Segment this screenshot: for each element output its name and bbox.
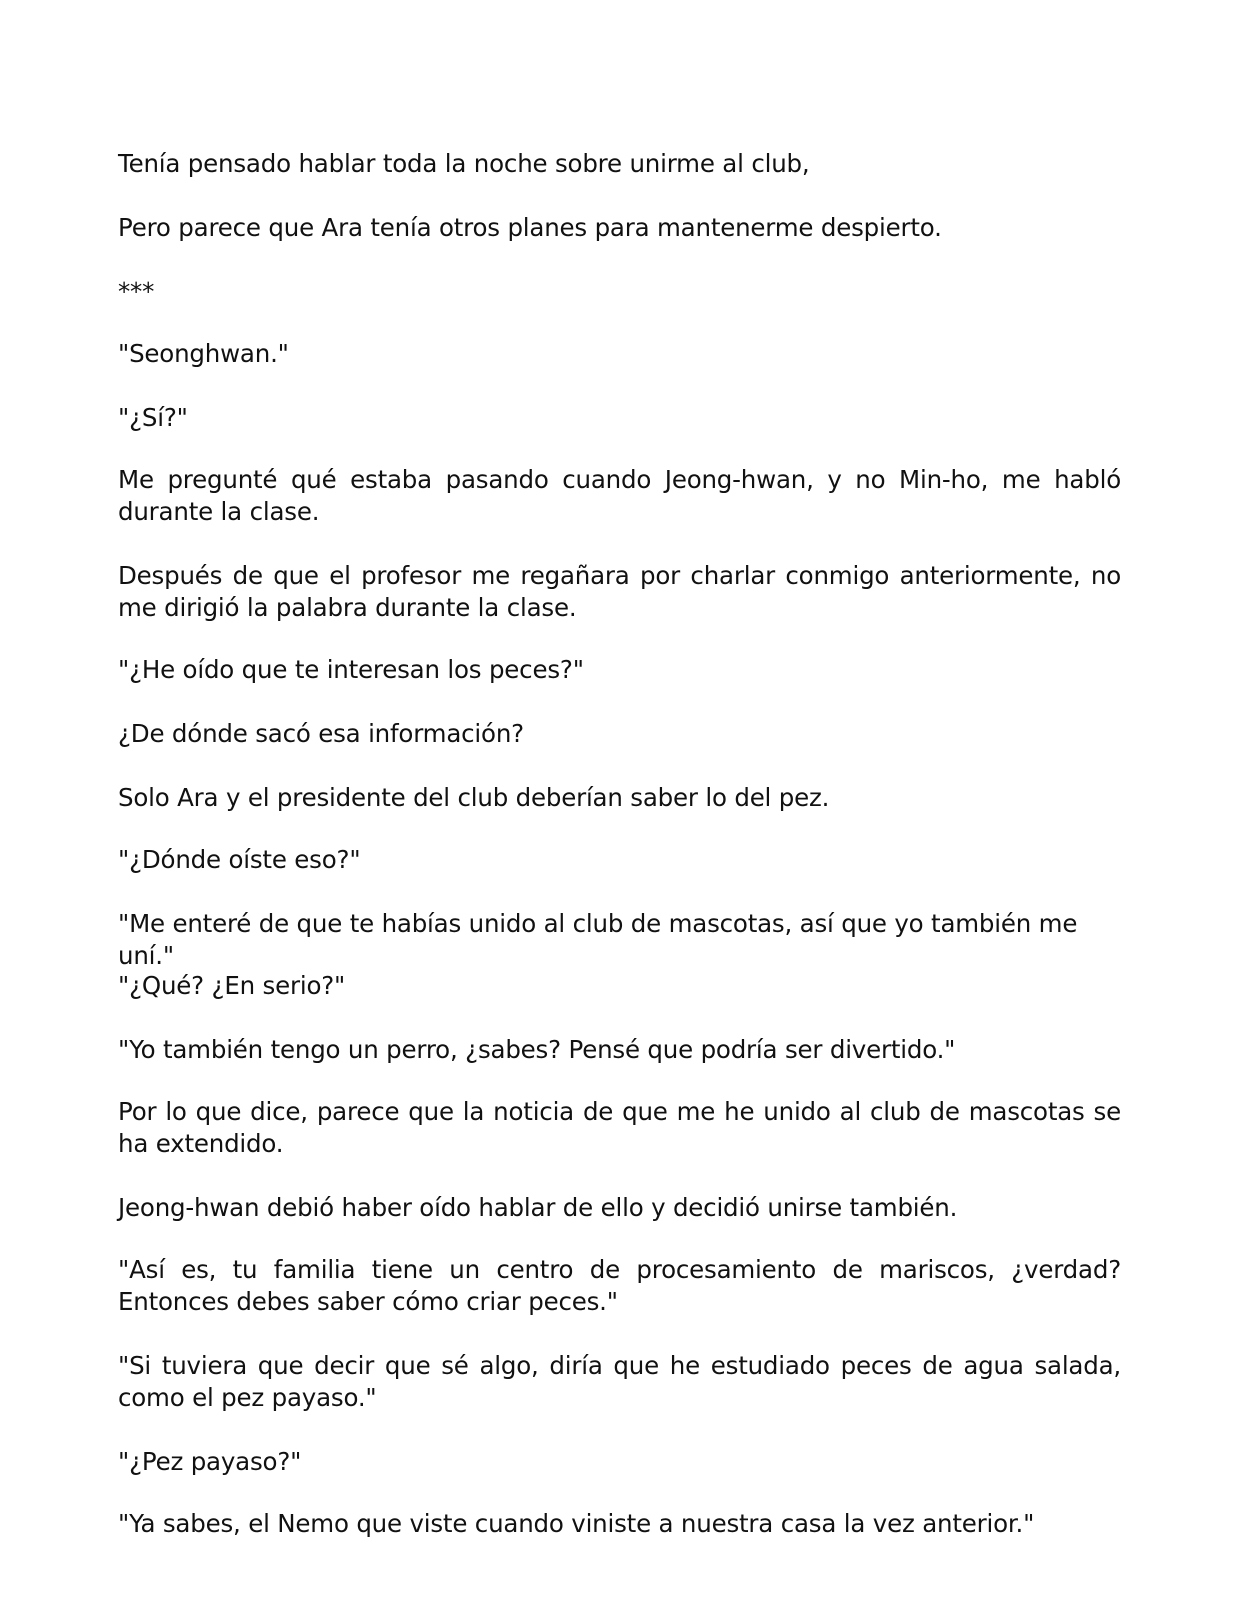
dialogue-line: "¿Dónde oíste eso?": [118, 845, 361, 874]
paragraph: Solo Ara y el presidente del club deberían saber lo del pez.: [118, 783, 830, 812]
paragraph: ¿De dónde sacó esa información?: [118, 719, 524, 748]
dialogue-line: "¿Sí?": [118, 403, 188, 432]
paragraph: Pero parece que Ara tenía otros planes para mantenerme despierto.: [118, 213, 942, 242]
dialogue-line: "Yo también tengo un perro, ¿sabes? Pensé que podría ser divertido.": [118, 1035, 956, 1064]
paragraph: Después de que el profesor me regañara por charlar conmigo anteriormente, no me dirigió la palabra durante la clase.: [118, 561, 1121, 622]
dialogue-line: "Seonghwan.": [118, 339, 289, 368]
dialogue-line: "Ya sabes, el Nemo que viste cuando viniste a nuestra casa la vez anterior.": [118, 1509, 1035, 1538]
dialogue-line: "¿Pez payaso?": [118, 1447, 302, 1476]
section-break: ***: [118, 277, 155, 306]
paragraph: Por lo que dice, parece que la noticia de que me he unido al club de mascotas se ha extendido.: [118, 1097, 1121, 1158]
paragraph: Me pregunté qué estaba pasando cuando Jeong-hwan, y no Min-ho, me habló durante la clase.: [118, 465, 1121, 526]
paragraph: Tenía pensado hablar toda la noche sobre unirme al club,: [118, 149, 810, 178]
dialogue-line: "¿He oído que te interesan los peces?": [118, 655, 584, 684]
dialogue-line: "¿Qué? ¿En serio?": [118, 971, 346, 1000]
paragraph: Jeong-hwan debió haber oído hablar de ello y decidió unirse también.: [118, 1193, 958, 1222]
dialogue-line: "Si tuviera que decir que sé algo, diría que he estudiado peces de agua salada, como el pez payaso.": [118, 1351, 1121, 1412]
dialogue-line: "Me enteré de que te habías unido al club de mascotas, así que yo también me uní.": [118, 909, 1078, 970]
dialogue-line: "Así es, tu familia tiene un centro de procesamiento de mariscos, ¿verdad? Entonces debes saber cómo criar peces.": [118, 1255, 1121, 1316]
